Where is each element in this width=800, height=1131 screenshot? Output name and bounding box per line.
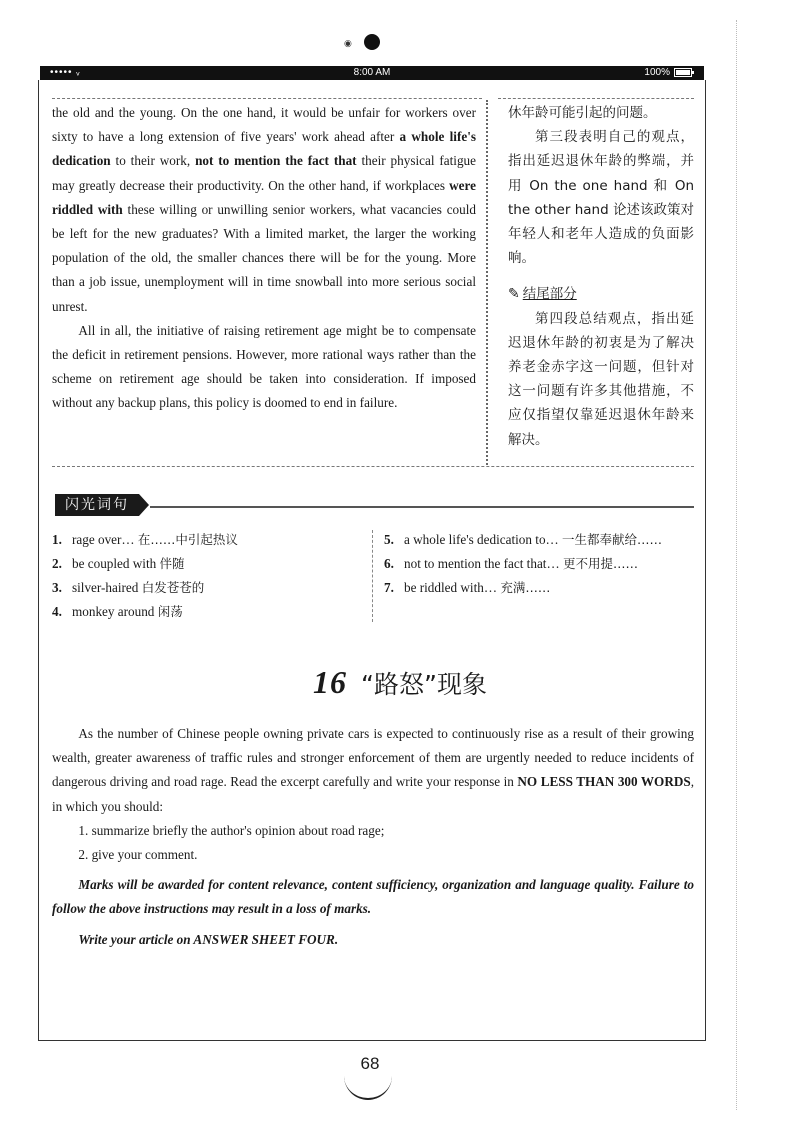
analysis-notes xyxy=(508,101,694,452)
essay-paragraph-3: the old and the young. On the one hand, it would be unfair for workers over sixty to have a long extension of five years' work ahead after a whole life's dedication to their work, not to mention the fact that their physical fatigue may greatly decrease their productivity. On the other hand, if workplaces were riddled with these willing or unwilling senior workers, what vacancies could be left for the new graduates? With a limited market, the larger the working population of the old, the smaller chances there will be for the young. More than a job issue, unemployment will in time snowball into more serious social unrest. xyxy=(52,105,476,314)
phrase-item: 7. be riddled with… 充满…… xyxy=(384,580,551,595)
phrase-list-right xyxy=(384,528,694,600)
section-heading: “路怒”现象 xyxy=(361,669,487,699)
prompt-intro: As the number of Chinese people owning private cars is expected to continuously rise as a result of their growing wealth, greater awareness of traffic rules and stronger enforcement of them are urgently needed to reduce incidents of dangerous driving and road rage. Read the excerpt carefully and write your response in NO LESS THAN 300 WORDS, in which you should: xyxy=(52,726,694,814)
phrase-item: 2. be coupled with 伴随 xyxy=(52,556,185,571)
battery-fill xyxy=(676,70,690,75)
sample-essay xyxy=(52,101,476,416)
page-edge-mark xyxy=(736,20,737,1110)
prompt-item-1: 1. summarize briefly the author's opinion about road rage; xyxy=(78,822,385,838)
phrase-highlight: a whole life's dedication xyxy=(52,129,476,169)
column-divider xyxy=(486,100,488,465)
phrase-item: 1. rage over… 在……中引起热议 xyxy=(52,532,238,547)
essay-bottom-rule xyxy=(52,466,694,467)
phrase-item: 4. monkey around 闲荡 xyxy=(52,604,183,619)
battery-percent: 100% xyxy=(644,67,670,78)
answer-sheet-instruction: Write your article on ANSWER SHEET FOUR. xyxy=(78,931,339,947)
prompt-item-2: 2. give your comment. xyxy=(78,847,198,863)
camera-sensor-icon: ◉ xyxy=(344,39,352,49)
page-frame-bottom xyxy=(38,1040,706,1041)
essay-top-rule xyxy=(52,98,482,99)
phrase-highlight: not to mention the fact that xyxy=(195,153,357,169)
page-frame-right xyxy=(705,80,706,1040)
notes-top-rule xyxy=(498,98,694,99)
page-number: 68 xyxy=(360,1054,380,1073)
flash-phrases-rule xyxy=(150,506,694,508)
phrase-list-left xyxy=(52,528,362,624)
phrase-item: 6. not to mention the fact that… 更不用提…… xyxy=(384,556,638,571)
phrase-item: 5. a whole life's dedication to… 一生都奉献给…… xyxy=(384,532,663,547)
phrase-item: 3. silver-haired 白发苍苍的 xyxy=(52,580,205,595)
signal-icon: ••••• ᵥ xyxy=(50,67,81,78)
notes-line: 休年龄可能引起的问题。 xyxy=(508,105,657,121)
writing-prompt xyxy=(52,722,694,952)
pen-icon: ✎ xyxy=(508,286,520,303)
notes-paragraph-3: 第三段表明自己的观点，指出延迟退休年龄的弊端，并用 On the one hand 和 On the other hand 论述该政策对年轻人和老年人造成的负面影响。 xyxy=(508,129,694,267)
section-number: 16 xyxy=(313,664,348,700)
notes-paragraph-4: 第四段总结观点，指出延迟退休年龄的初衷是为了解决养老金赤字这一问题，但针对这一问题有许多其他措施，不应仅指望仅靠延迟退休年龄来解决。 xyxy=(508,310,694,448)
marks-instruction: Marks will be awarded for content relevance, content sufficiency, organization and language quality. Failure to follow the above instructions may result in a loss of marks. xyxy=(52,877,694,917)
essay-paragraph-4: All in all, the initiative of raising retirement age might be to compensate the deficit in retirement pensions. However, more rational ways rather than the scheme on retirement age should be taken into consideration. If imposed without any backup plans, this policy is doomed to end in failure. xyxy=(52,322,476,411)
conclusion-heading: ✎ 结尾部分 xyxy=(508,282,694,306)
battery-icon xyxy=(674,68,692,77)
section-title xyxy=(0,664,800,701)
battery-indicator xyxy=(644,67,692,78)
phrase-highlight: were riddled with xyxy=(52,177,476,217)
page-frame-left xyxy=(38,80,39,1040)
phrase-divider xyxy=(372,530,373,622)
status-bar xyxy=(40,66,704,80)
flash-phrases-tag: 闪光词句 xyxy=(55,494,139,516)
camera-icon xyxy=(364,34,380,50)
status-time: 8:00 AM xyxy=(353,67,391,78)
